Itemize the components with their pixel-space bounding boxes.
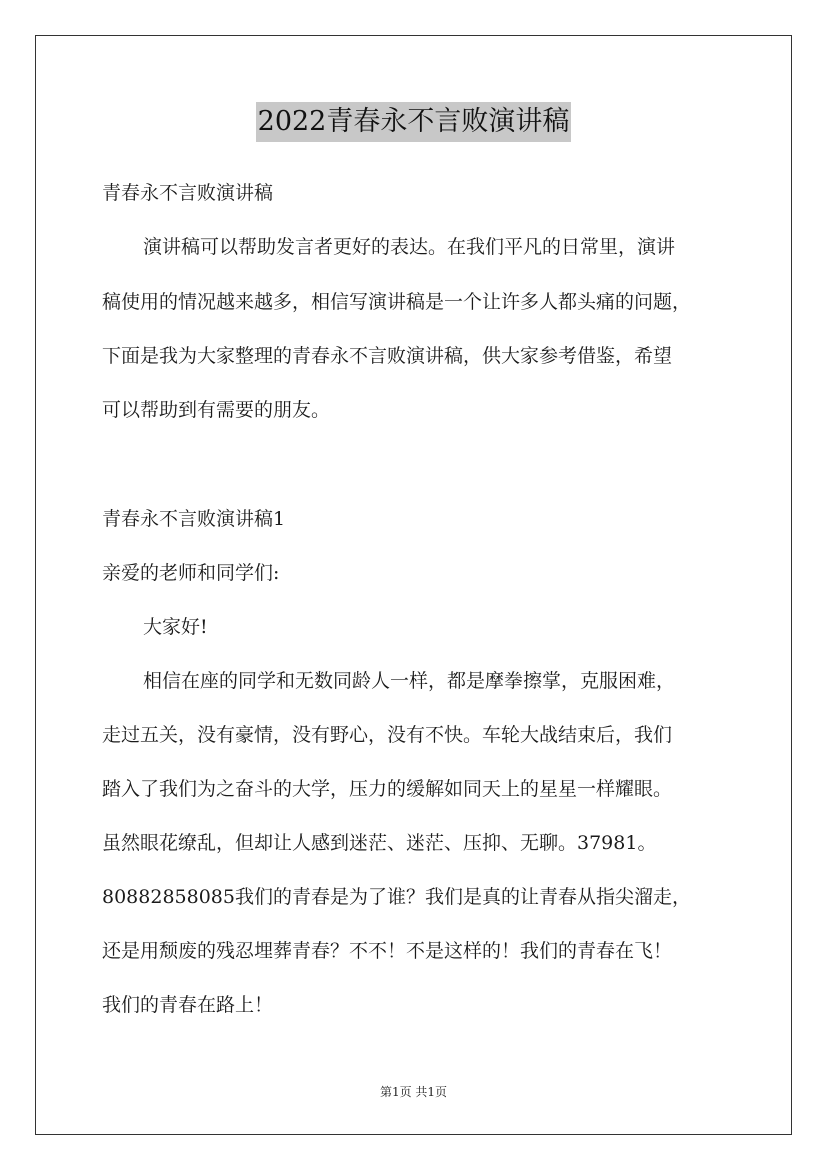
section-heading: 青春永不言败演讲稿1 [102,508,286,530]
body-line-5: 80882858085我们的青春是为了谁？我们是真的让青春从指尖溜走， [102,886,691,908]
subtitle: 青春永不言败演讲稿 [102,182,274,204]
body-line-1: 相信在座的同学和无数同龄人一样，都是摩拳擦掌，克服困难， [143,670,676,692]
page-footer: 第1页 共1页 [379,1085,448,1099]
intro-line-3: 下面是我为大家整理的青春永不言败演讲稿，供大家参考借鉴，希望 [102,345,673,367]
intro-line-4: 可以帮助到有需要的朋友。 [102,399,331,421]
body-line-4: 虽然眼花缭乱，但却让人感到迷茫、迷茫、压抑、无聊。37981。 [102,832,657,854]
salutation: 亲爱的老师和同学们: [102,562,280,584]
body-line-6: 还是用颓废的残忍埋葬青春？不不！不是这样的！我们的青春在飞！ [102,940,673,962]
title-container [0,102,827,142]
intro-line-2: 稿使用的情况越来越多，相信写演讲稿是一个让许多人都头痛的问题， [102,291,692,313]
document-title: 2022青春永不言败演讲稿 [256,102,572,142]
body-line-3: 踏入了我们为之奋斗的大学，压力的缓解如同天上的星星一样耀眼。 [102,778,673,800]
body-line-7: 我们的青春在路上！ [102,994,274,1016]
greeting: 大家好! [143,616,208,638]
intro-line-1: 演讲稿可以帮助发言者更好的表达。在我们平凡的日常里，演讲 [143,236,676,258]
body-line-2: 走过五关，没有豪情，没有野心，没有不快。车轮大战结束后，我们 [102,724,673,746]
